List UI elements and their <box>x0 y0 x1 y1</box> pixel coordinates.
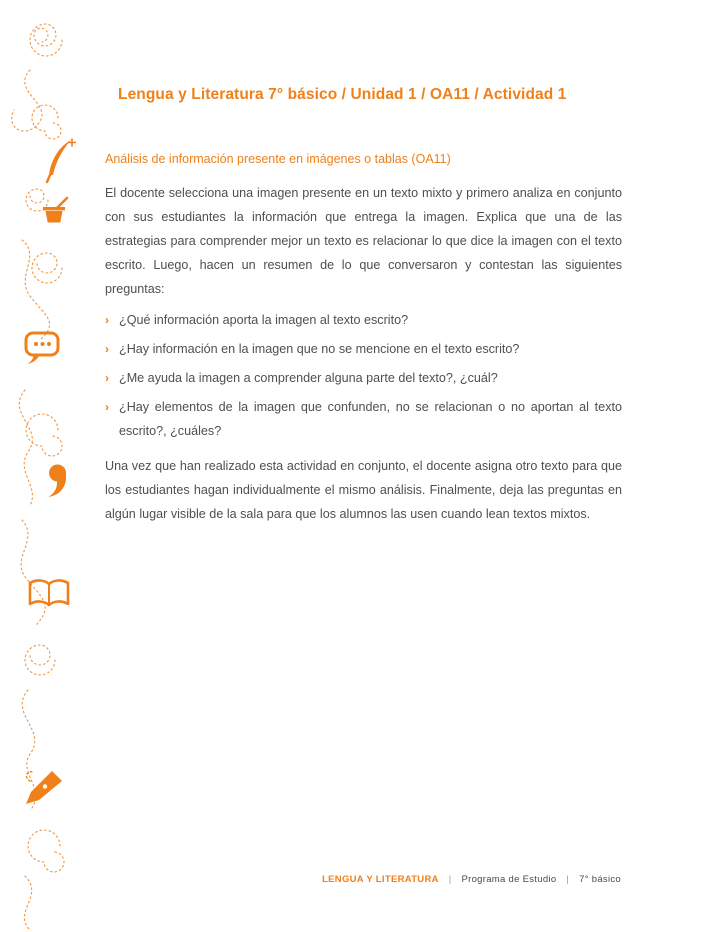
question-text: ¿Hay elementos de la imagen que confunden, no se relacionan o no aportan al texto escrito?, ¿cuáles? <box>119 400 622 438</box>
footer-program: Programa de Estudio <box>461 874 557 885</box>
speech-bubble-icon <box>24 331 62 365</box>
footer-grade: 7° básico <box>579 874 621 885</box>
page-title: Lengua y Literatura 7° básico / Unidad 1 / OA11 / Actividad 1 <box>118 86 567 103</box>
questions-list <box>105 308 622 443</box>
bullet-marker: › <box>105 400 109 414</box>
closing-paragraph: Una vez que han realizado esta actividad en conjunto, el docente asigna otro texto para que los estudiantes hagan individualmente el mismo análisis. Finalmente, deja las preguntas en algún lugar visible de la sala para que los alumnos las usen cuando lean textos mixtos. <box>105 459 622 521</box>
activity-title: Análisis de información presente en imágenes o tablas (OA11) <box>105 152 451 166</box>
question-item <box>105 395 622 443</box>
footer-separator: | <box>566 874 570 885</box>
question-item <box>105 308 622 332</box>
footer-brand: LENGUA Y LITERATURA <box>322 874 439 885</box>
pen-nib-icon <box>22 769 64 805</box>
bullet-marker: › <box>105 313 109 327</box>
bullet-marker: › <box>105 342 109 356</box>
intro-paragraph: El docente selecciona una imagen presente en un texto mixto y primero analiza en conjunto con sus estudiantes la información que entrega la imagen. Explica que una de las estrategias para comprender mejor un texto es relacionar lo que dice la imagen con el texto escrito. Luego, hacen un resumen de lo que conversaron y contestan las siguientes preguntas: <box>105 186 622 296</box>
question-text: ¿Qué información aporta la imagen al texto escrito? <box>119 313 409 327</box>
question-item <box>105 366 622 390</box>
document-body <box>105 181 622 526</box>
question-text: ¿Me ayuda la imagen a comprender alguna parte del texto?, ¿cuál? <box>119 371 498 385</box>
decorative-left-margin <box>0 0 92 932</box>
question-text: ¿Hay información en la imagen que no se mencione en el texto escrito? <box>119 342 520 356</box>
quill-icon <box>44 136 76 184</box>
bullet-marker: › <box>105 371 109 385</box>
inkwell-icon <box>40 196 70 224</box>
quote-comma-icon <box>48 463 70 499</box>
page-footer <box>322 874 621 885</box>
dotted-swirl-decoration <box>0 0 92 932</box>
footer-separator: | <box>448 874 452 885</box>
open-book-icon <box>27 577 71 609</box>
question-item <box>105 337 622 361</box>
